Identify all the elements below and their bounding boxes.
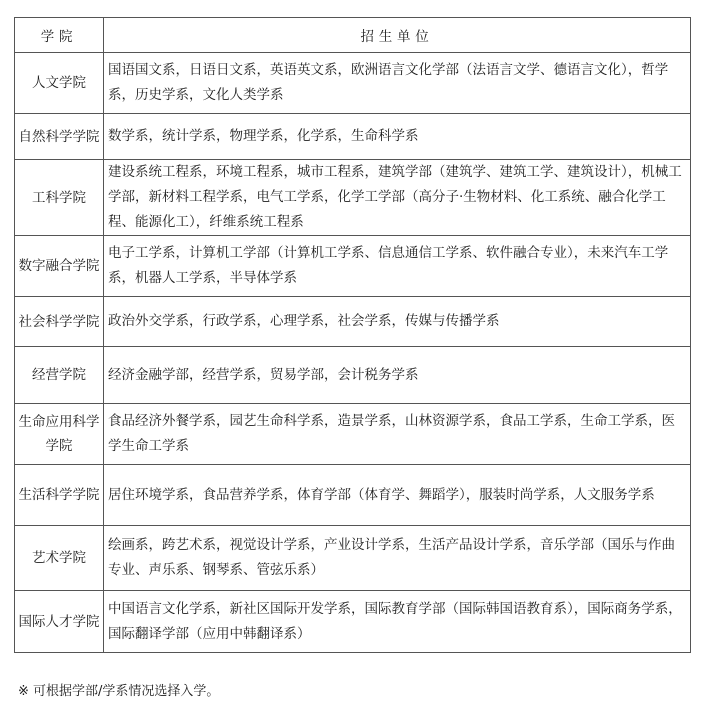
table-row xyxy=(15,297,691,347)
table-row xyxy=(15,465,691,526)
college-name: 国际人才学院 xyxy=(15,591,104,653)
header-units: 招生单位 xyxy=(104,18,691,53)
table-header-row xyxy=(15,18,691,53)
college-units: 绘画系，跨艺术系，视觉设计学系，产业设计学系，生活产品设计学系，音乐学部（国乐与作曲专业、声乐系、钢琴系、管弦乐系） xyxy=(104,526,691,591)
college-units: 中国语言文化学系，新社区国际开发学系，国际教育学部（国际韩国语教育系），国际商务学系，国际翻译学部（应用中韩翻译系） xyxy=(104,591,691,653)
college-name: 工科学院 xyxy=(15,160,104,236)
college-name: 生命应用科学学院 xyxy=(15,404,104,465)
admission-units-table xyxy=(14,17,691,653)
college-name: 人文学院 xyxy=(15,53,104,114)
table-row xyxy=(15,236,691,297)
college-units: 电子工学系，计算机工学部（计算机工学系、信息通信工学系、软件融合专业），未来汽车工学系，机器人工学系，半导体学系 xyxy=(104,236,691,297)
college-name: 自然科学学院 xyxy=(15,114,104,160)
college-units: 国语国文系，日语日文系，英语英文系，欧洲语言文化学部（法语言文学、德语言文化），哲学系，历史学系，文化人类学系 xyxy=(104,53,691,114)
college-name: 数字融合学院 xyxy=(15,236,104,297)
table-row xyxy=(15,526,691,591)
table-row xyxy=(15,404,691,465)
college-name: 经营学院 xyxy=(15,347,104,404)
table-row xyxy=(15,114,691,160)
college-units: 居住环境学系，食品营养学系，体育学部（体育学、舞蹈学），服装时尚学系，人文服务学系 xyxy=(104,465,691,526)
college-units: 经济金融学部，经营学系，贸易学部，会计税务学系 xyxy=(104,347,691,404)
college-name: 生活科学学院 xyxy=(15,465,104,526)
table-row xyxy=(15,160,691,236)
table-row xyxy=(15,347,691,404)
college-units: 政治外交学系，行政学系，心理学系，社会学系，传媒与传播学系 xyxy=(104,297,691,347)
header-college: 学院 xyxy=(15,18,104,53)
table-row xyxy=(15,591,691,653)
college-name: 艺术学院 xyxy=(15,526,104,591)
college-units: 建设系统工程系，环境工程系，城市工程系，建筑学部（建筑学、建筑工学、建筑设计），机械工学部，新材料工程学系，电气工学系，化学工学部（高分子·生物材料、化工系统、融合化学工程、能源化工），纤维系统工程系 xyxy=(104,160,691,236)
college-units: 数学系，统计学系，物理学系，化学系，生命科学系 xyxy=(104,114,691,160)
footnote: ※ 可根据学部/学系情况选择入学。 xyxy=(18,684,220,699)
college-units: 食品经济外餐学系，园艺生命科学系，造景学系，山林资源学系，食品工学系，生命工学系，医学生命工学系 xyxy=(104,404,691,465)
table-row xyxy=(15,53,691,114)
college-name: 社会科学学院 xyxy=(15,297,104,347)
